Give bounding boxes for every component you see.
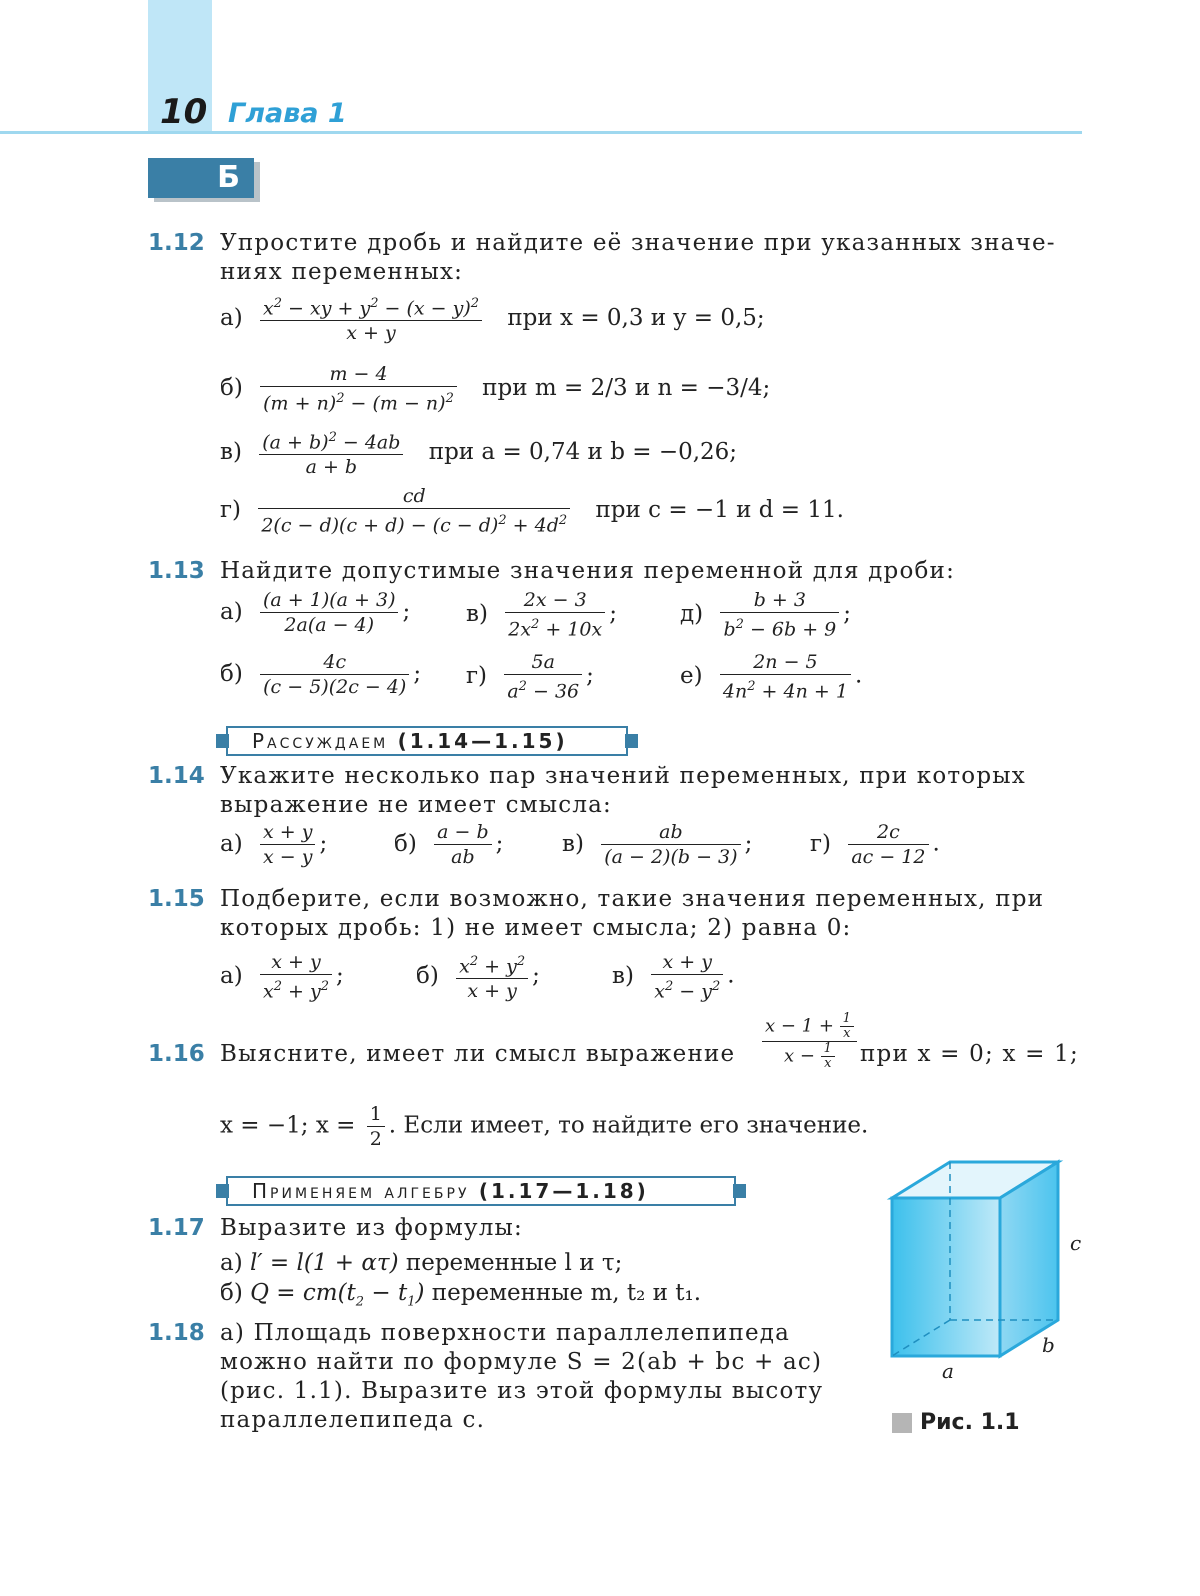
label-b: b <box>1042 1333 1055 1357</box>
problem-1-13-text: Найдите допустимые значения переменной для дроби: <box>220 558 956 584</box>
problem-text-line: Упростите дробь и найдите её значение при указанных значе- <box>220 230 1056 256</box>
problem-1-14-b: б) $\frac{a - b}{ab}$ ; <box>394 821 504 868</box>
fraction: $\frac{4c}{(c - 5)(2c - 4)}$ <box>260 650 409 699</box>
problem-1-12-g <box>220 484 844 537</box>
problem-text-line: параллелепипеда c. <box>220 1407 486 1433</box>
label-c: c <box>1070 1231 1082 1255</box>
item-label: г) <box>220 496 242 523</box>
problem-1-17-text: Выразите из формулы: <box>220 1215 524 1241</box>
problem-text-line: (рис. 1.1). Выразите из этой формулы высоту <box>220 1378 824 1404</box>
fraction: $\frac{x + y}{x - y}$ <box>260 820 315 869</box>
problem-number-1-12: 1.12 <box>148 230 205 256</box>
fraction: $\frac{2n - 5}{4n^2 + 4n + 1}$ <box>720 650 851 703</box>
fraction: $\frac{x + y}{x^2 - y^2}$ <box>651 950 723 1003</box>
label-a: a <box>942 1359 954 1383</box>
problem-1-14-text <box>220 762 1026 820</box>
problem-text-line: ниях переменных: <box>220 259 464 285</box>
section-title: Рассуждаем (1.14—1.15) <box>252 729 568 753</box>
item-label: б) <box>220 374 243 401</box>
fraction: $\frac{(a + b)^2 - 4ab}{a + b}$ <box>259 426 403 479</box>
level-letter: Б <box>217 160 240 195</box>
problem-1-16-text1: Выясните, имеет ли смысл выражение <box>220 1041 736 1067</box>
fraction: $\frac{a - b}{ab}$ <box>434 820 492 869</box>
problem-number-1-15: 1.15 <box>148 886 205 912</box>
item-label: е) <box>680 662 703 689</box>
problem-1-13-v: в) $\frac{2x - 3}{2x^2 + 10x}$ ; <box>466 589 617 641</box>
side-face <box>1000 1162 1058 1356</box>
item-label: а) <box>220 830 243 857</box>
item-label: г) <box>810 830 832 857</box>
fraction: $\frac{1}{2}$ <box>367 1102 385 1151</box>
problem-1-16-text1b: при x = 0; x = 1; <box>860 1041 1079 1067</box>
problem-number-1-16: 1.16 <box>148 1041 205 1067</box>
problem-1-16-line2 <box>220 1102 868 1151</box>
fraction: $\frac{x + y}{x^2 + y^2}$ <box>260 950 332 1003</box>
item-label: б) <box>416 962 439 989</box>
compound-fraction <box>758 1012 861 1071</box>
item-label: г) <box>466 662 488 689</box>
fraction: $\frac{x^2 - xy + y^2 - (x - y)^2}{x + y}$ <box>260 292 482 345</box>
condition: при c = −1 и d = 11. <box>595 496 844 523</box>
item-label: а) <box>220 598 243 625</box>
figure-caption-marker <box>892 1413 912 1433</box>
problem-1-13-g: г) $\frac{5a}{a^2 - 36}$ ; <box>466 651 594 703</box>
item-label: в) <box>466 600 488 627</box>
problem-1-17-b <box>220 1280 701 1310</box>
fraction: $\frac{2x - 3}{2x^2 + 10x}$ <box>505 588 605 641</box>
section-marker <box>216 1184 229 1198</box>
fraction: $\frac{x^2 + y^2}{x + y}$ <box>456 950 528 1003</box>
problem-number-1-17: 1.17 <box>148 1215 205 1241</box>
level-badge <box>148 158 254 198</box>
page-number: 10 <box>160 92 208 132</box>
section-header-reasoning <box>226 726 628 756</box>
problem-number-1-14: 1.14 <box>148 763 205 789</box>
problem-1-14-a: а) $\frac{x + y}{x - y}$ ; <box>220 821 328 868</box>
fraction: $\frac{2c}{ac - 12}$ <box>848 820 928 869</box>
problem-1-13-b: б) $\frac{4c}{(c - 5)(2c - 4)}$ ; <box>220 651 422 698</box>
problem-text-line: Подберите, если возможно, такие значения переменных, при <box>220 886 1045 912</box>
problem-1-13-e: е) $\frac{2n - 5}{4n^2 + 4n + 1}$ . <box>680 651 863 703</box>
fraction: $\frac{(a + 1)(a + 3)}{2a(a - 4)}$ <box>260 588 398 637</box>
fraction: $\frac{b + 3}{b^2 - 6b + 9}$ <box>720 588 839 641</box>
section-marker <box>625 734 638 748</box>
problem-number-1-13: 1.13 <box>148 558 205 584</box>
problem-1-18-text <box>220 1319 854 1435</box>
fraction: $\frac{5a}{a^2 - 36}$ <box>504 650 582 703</box>
problem-text-line: а) Площадь поверхности параллелепипеда <box>220 1320 791 1346</box>
condition: при m = 2/3 и n = −3/4; <box>482 374 771 401</box>
item-label: в) <box>220 438 242 465</box>
item-label: а) <box>220 304 243 331</box>
item-tail: переменные m, t₂ и t₁. <box>431 1280 702 1306</box>
condition: при a = 0,74 и b = −0,26; <box>428 438 738 465</box>
chapter-title: Глава 1 <box>228 98 347 129</box>
problem-1-13-a: а) $\frac{(a + 1)(a + 3)}{2a(a - 4)}$ ; <box>220 589 411 636</box>
problem-text-part: . Если имеет, то найдите его значение. <box>388 1112 869 1139</box>
fraction: x − 1 + $\frac{1}{x}$ x − $\frac{1}{x}$ <box>762 1012 857 1071</box>
fraction: $\frac{cd}{2(c - d)(c + d) - (c - d)^2 + 4d^2}$ <box>258 484 570 537</box>
problem-number-1-18: 1.18 <box>148 1320 205 1346</box>
problem-text-line: можно найти по формуле S = 2(ab + bc + ac) <box>220 1349 823 1375</box>
fraction: $\frac{m - 4}{(m + n)^2 - (m - n)^2}$ <box>260 362 457 415</box>
problem-1-12-b <box>220 362 770 415</box>
problem-text-line: Укажите несколько пар значений переменных, при которых <box>220 763 1026 789</box>
item-label: в) <box>562 830 584 857</box>
fraction: $\frac{ab}{(a - 2)(b - 3)}$ <box>601 820 740 869</box>
item-label: а) <box>220 962 243 989</box>
section-title: Применяем алгебру (1.17—1.18) <box>252 1179 649 1203</box>
problem-1-12-text <box>220 229 1056 287</box>
problem-1-12-v <box>220 426 737 479</box>
formula: l′ = l(1 + ατ) <box>250 1250 399 1276</box>
problem-1-15-a: а) $\frac{x + y}{x^2 + y^2}$ ; <box>220 951 344 1003</box>
problem-text-line: которых дробь: 1) не имеет смысла; 2) равна 0: <box>220 915 852 941</box>
item-label: д) <box>680 600 704 627</box>
problem-text-line: выражение не имеет смысла: <box>220 792 613 818</box>
item-label: в) <box>612 962 634 989</box>
problem-1-14-v: в) $\frac{ab}{(a - 2)(b - 3)}$ ; <box>562 821 753 868</box>
figure-caption: Рис. 1.1 <box>920 1410 1020 1435</box>
section-marker <box>733 1184 746 1198</box>
problem-text-part: x = −1; x = <box>220 1112 356 1139</box>
problem-1-15-v: в) $\frac{x + y}{x^2 - y^2}$ . <box>612 951 735 1003</box>
problem-1-15-b: б) $\frac{x^2 + y^2}{x + y}$ ; <box>416 950 540 1003</box>
item-tail: переменные l и τ; <box>405 1250 623 1276</box>
formula: $Q = cm(t_2 - t_1)$ <box>250 1280 425 1310</box>
item-label: б) <box>220 660 243 687</box>
problem-1-13-d: д) $\frac{b + 3}{b^2 - 6b + 9}$ ; <box>680 589 851 641</box>
section-marker <box>216 734 229 748</box>
problem-1-15-text <box>220 885 1044 943</box>
section-header-applying-algebra <box>226 1176 736 1206</box>
item-label: а) <box>220 1250 243 1276</box>
item-label: б) <box>220 1280 243 1306</box>
problem-1-14-g: г) $\frac{2c}{ac - 12}$ . <box>810 821 940 868</box>
item-label: б) <box>394 830 417 857</box>
problem-1-17-a <box>220 1250 622 1276</box>
front-face <box>892 1198 1000 1356</box>
condition: при x = 0,3 и y = 0,5; <box>507 304 765 331</box>
parallelepiped-figure <box>880 1150 1100 1390</box>
problem-1-12-a <box>220 292 765 345</box>
